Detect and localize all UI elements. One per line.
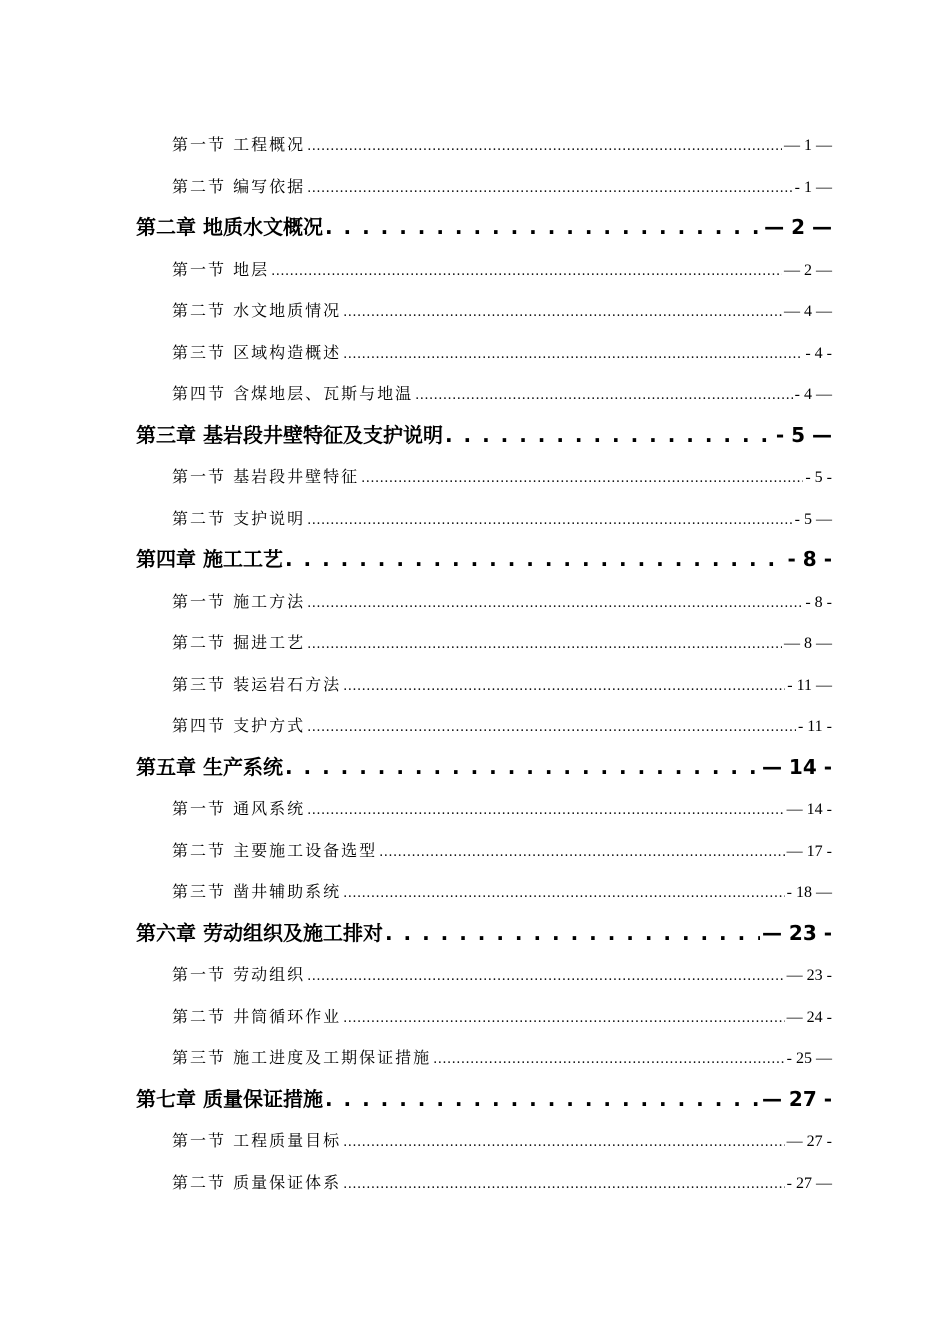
toc-entry-page: — 27 - [786,1133,832,1150]
table-of-contents [0,124,950,1203]
toc-chapter-entry[interactable] [0,539,950,581]
toc-entry-title: 第二节 主要施工设备选型 [172,840,378,860]
toc-entry[interactable] [0,249,950,291]
toc-entry-page: - 1 — [794,178,832,196]
toc-entry[interactable] [0,124,950,166]
dot-leader [307,622,782,666]
toc-entry-title: 第一节 劳动组织 [172,965,306,984]
toc-chapter-title: 第二章 地质水文概况 [136,215,323,239]
toc-entry[interactable] [0,1120,950,1162]
toc-entry[interactable] [0,456,950,498]
dot-leader [343,871,785,915]
toc-entry[interactable] [0,830,950,872]
toc-entry-page: - 5 - [805,469,832,486]
toc-entry-title: 第二节 掘进工艺 [172,633,306,652]
toc-entry-page: - 25 — [786,1050,832,1067]
dot-leader [343,996,785,1040]
toc-entry[interactable] [0,871,950,913]
toc-entry-title: 第一节 施工方法 [172,591,306,611]
toc-entry-page: — 17 - [786,842,832,860]
toc-entry-page: - 18 — [786,884,832,901]
dot-leader [343,332,803,376]
toc-chapter-page: — 23 - [761,920,832,945]
dot-leader [271,249,782,293]
toc-chapter-page: - 8 - [787,547,832,571]
toc-chapter-page: — 14 - [761,754,832,779]
dot-leader [343,290,782,334]
toc-entry[interactable] [0,788,950,830]
toc-entry-title: 第二节 井筒循环作业 [172,1006,342,1026]
toc-entry[interactable] [0,664,950,706]
toc-chapter-page: - 5 — [775,422,832,447]
toc-entry-page: - 5 — [794,510,832,528]
toc-chapter-page: — 2 — [764,215,832,239]
toc-entry-page: - 11 - [797,718,832,735]
toc-entry-title: 第三节 施工进度及工期保证措施 [172,1048,432,1067]
toc-entry[interactable] [0,498,950,540]
dot-leader [307,788,785,832]
dot-leader [415,373,793,417]
toc-entry-title: 第四节 支护方式 [172,716,306,735]
toc-entry-title: 第一节 工程概况 [172,135,306,154]
dot-leader [433,1037,785,1081]
toc-chapter-page: — 27 - [761,1086,832,1111]
toc-chapter-title: 第四章 施工工艺 [136,547,283,571]
dot-leader [307,954,785,998]
dot-leader [445,415,774,457]
dot-leader [379,830,785,874]
dot-leader [343,664,785,708]
toc-entry-title: 第一节 通风系统 [172,799,306,818]
toc-entry[interactable] [0,622,950,664]
toc-chapter-entry[interactable] [0,415,950,457]
dot-leader [343,1162,785,1206]
toc-chapter-title: 第七章 质量保证措施 [136,1086,323,1111]
dot-leader [325,1079,760,1121]
toc-entry-page: - 27 — [786,1174,832,1192]
toc-chapter-title: 第六章 劳动组织及施工排对 [136,920,383,945]
toc-entry[interactable] [0,581,950,623]
toc-entry-title: 第三节 凿井辅助系统 [172,882,342,901]
toc-entry-page: — 23 - [786,967,832,984]
toc-entry-title: 第二节 支护说明 [172,508,306,528]
toc-entry-page: — 8 — [784,635,832,652]
toc-entry[interactable] [0,373,950,415]
dot-leader [385,913,760,955]
toc-entry-page: - 4 - [805,344,832,362]
toc-chapter-title: 第三章 基岩段井壁特征及支护说明 [136,422,443,447]
toc-entry-title: 第二节 编写依据 [172,176,306,196]
toc-chapter-entry[interactable] [0,207,950,249]
toc-chapter-entry[interactable] [0,747,950,789]
dot-leader [361,456,803,500]
toc-entry-title: 第三节 区域构造概述 [172,342,342,362]
toc-entry-page: - 11 — [787,676,832,694]
toc-entry[interactable] [0,996,950,1038]
dot-leader [285,539,786,581]
toc-chapter-entry[interactable] [0,1079,950,1121]
toc-entry-title: 第一节 基岩段井壁特征 [172,467,360,486]
toc-chapter-entry[interactable] [0,913,950,955]
toc-entry[interactable] [0,705,950,747]
dot-leader [307,124,782,168]
toc-entry-title: 第二节 水文地质情况 [172,301,342,320]
dot-leader [307,498,793,542]
toc-entry[interactable] [0,1037,950,1079]
toc-entry-title: 第四节 含煤地层、瓦斯与地温 [172,384,414,403]
toc-entry-page: — 4 — [784,303,832,320]
toc-entry-title: 第一节 工程质量目标 [172,1131,342,1150]
dot-leader [307,166,793,210]
toc-entry[interactable] [0,332,950,374]
dot-leader [285,747,760,789]
toc-entry-title: 第三节 装运岩石方法 [172,674,342,694]
toc-entry[interactable] [0,1162,950,1204]
toc-entry-title: 第二节 质量保证体系 [172,1172,342,1192]
toc-entry[interactable] [0,954,950,996]
toc-chapter-title: 第五章 生产系统 [136,754,283,779]
dot-leader [343,1120,785,1164]
toc-entry-page: — 2 — [784,261,832,279]
dot-leader [307,705,796,749]
toc-entry-page: — 14 - [786,801,832,818]
toc-entry-page: — 1 — [784,137,832,154]
dot-leader [307,581,803,625]
toc-entry-page: - 8 - [805,593,832,611]
toc-entry-page: — 24 - [786,1008,832,1026]
toc-entry-page: - 4 — [794,386,832,403]
toc-entry-title: 第一节 地层 [172,259,270,279]
toc-entry[interactable] [0,166,950,208]
dot-leader [325,207,762,249]
toc-entry[interactable] [0,290,950,332]
